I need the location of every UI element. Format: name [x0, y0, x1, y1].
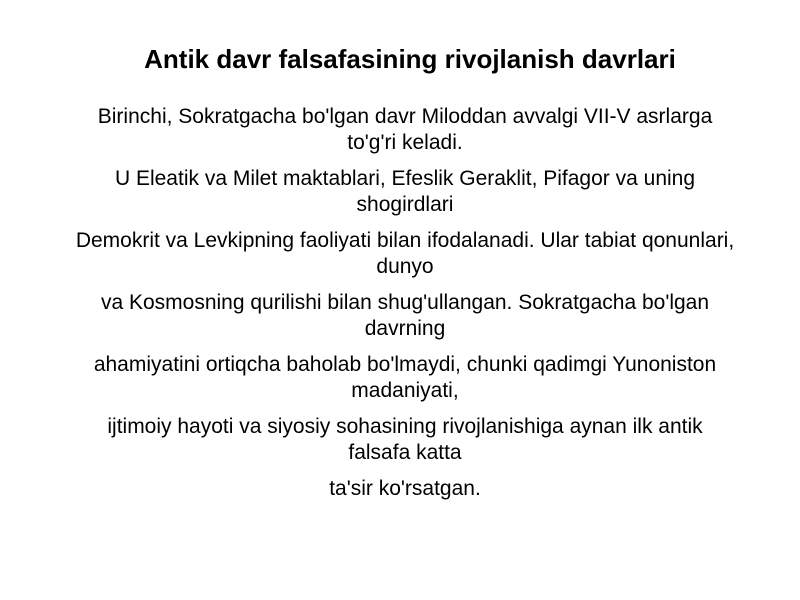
body-paragraph: ta'sir ko'rsatgan. — [329, 477, 481, 500]
body-paragraph: U Eleatik va Milet maktablari, Efeslik Geraklit, Pifagor va uning shogirdlari — [114, 167, 696, 216]
slide-body — [75, 104, 735, 512]
body-paragraph: va Kosmosning qurilishi bilan shug'ullangan. Sokratgacha bo'lgan davrning — [100, 291, 710, 340]
slide-title: Antik davr falsafasining rivojlanish davrlari — [144, 44, 676, 74]
body-paragraph: ijtimoiy hayoti va siyosiy sohasining rivojlanishiga aynan ilk antik falsafa katta — [107, 415, 703, 464]
body-paragraph: Demokrit va Levkipning faoliyati bilan ifodalanadi. Ular tabiat qonunlari, dunyo — [75, 229, 735, 278]
body-paragraph: ahamiyatini ortiqcha baholab bo'lmaydi, chunki qadimgi Yunoniston madaniyati, — [93, 353, 717, 402]
body-paragraph: Birinchi, Sokratgacha bo'lgan davr Miloddan avvalgi VII-V asrlarga to'g'ri keladi. — [97, 105, 713, 154]
